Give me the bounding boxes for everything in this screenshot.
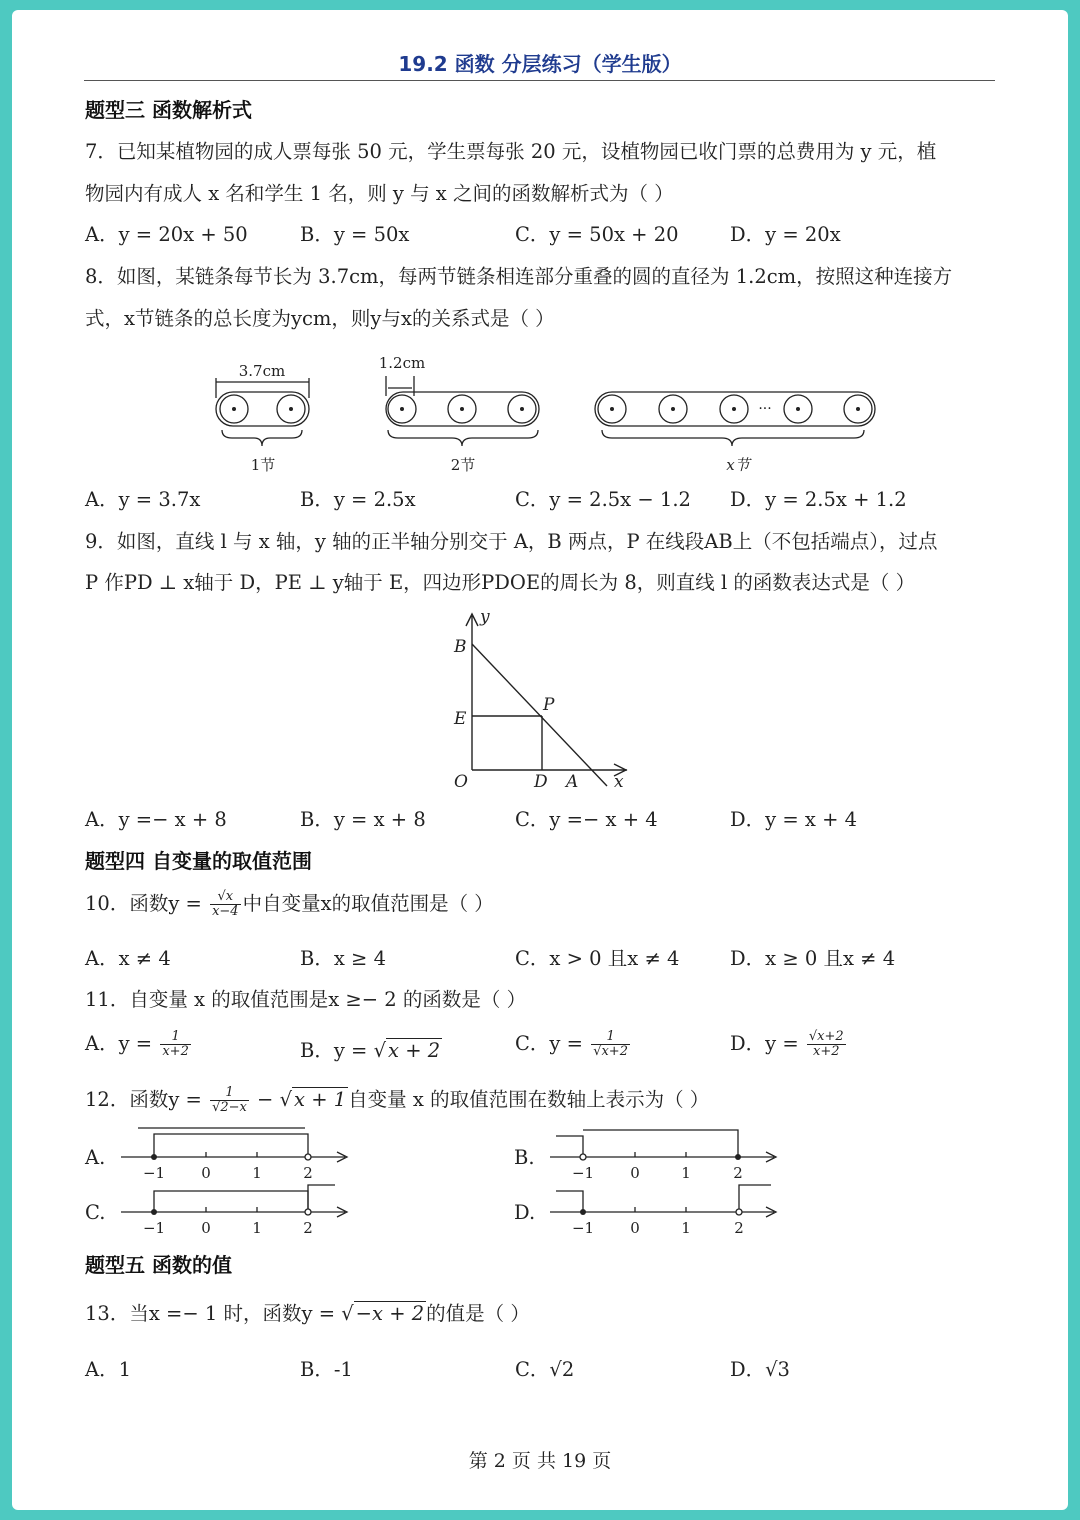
label-x: x: [614, 772, 624, 791]
label-p: P: [543, 695, 555, 715]
chain-ellipsis: ···: [758, 401, 772, 417]
chain-figure: [202, 338, 882, 478]
page-footer: 第 2 页 共 19 页: [468, 1450, 612, 1472]
q11-a-den: x+2: [162, 1044, 189, 1059]
q13-option-b: B．-1: [300, 1358, 353, 1381]
q13-option-d: D．√3: [730, 1358, 790, 1381]
c-tick-2: 2: [303, 1219, 313, 1237]
d-tick-2: 2: [734, 1219, 744, 1237]
q12-question: [85, 1084, 709, 1115]
q7-line1: 7．已知某植物园的成人票每张 50 元，学生票每张 20 元，设植物园已收门票的总费用为 y 元，植: [85, 140, 937, 163]
q9-option-b: B．y = x + 8: [300, 808, 426, 831]
number-line-c: [117, 1179, 357, 1237]
coordinate-figure: [442, 606, 642, 791]
b-tick-2: 2: [733, 1164, 743, 1182]
b-tick-1: 1: [681, 1164, 691, 1182]
q10-question: [85, 888, 494, 919]
label-o: O: [454, 772, 468, 791]
number-line-b: [546, 1124, 786, 1182]
q8-option-a: A．y = 3.7x: [85, 488, 201, 511]
section-4-heading: 题型四 自变量的取值范围: [85, 849, 312, 873]
q13-question: [85, 1298, 530, 1326]
c-tick-0: 0: [201, 1219, 211, 1237]
b-tick-0: 0: [630, 1164, 640, 1182]
a-tick-neg1: −1: [142, 1164, 166, 1182]
q12-suffix: 自变量 x 的取值范围在数轴上表示为（ ）: [348, 1088, 710, 1111]
chain-two-links: [386, 376, 539, 446]
q12-label-a: A.: [85, 1146, 106, 1169]
q8-option-d: D．y = 2.5x + 1.2: [730, 488, 907, 511]
chain-caption-1: 1节: [250, 456, 276, 474]
line-l: [472, 644, 607, 786]
q13-option-c: C．√2: [515, 1358, 575, 1381]
q11-option-c-fraction: [591, 1030, 630, 1058]
label-d: D: [534, 772, 548, 791]
q9-option-c: C．y =− x + 4: [515, 808, 658, 831]
a-tick-1: 1: [252, 1164, 262, 1182]
number-line-a: [117, 1124, 357, 1182]
q10-denominator: x−4: [212, 904, 239, 919]
q13-suffix: 的值是（ ）: [426, 1302, 530, 1325]
q11-option-a: [85, 1028, 193, 1059]
q10-option-a: A．x ≠ 4: [85, 947, 171, 970]
q10-fraction: [210, 890, 241, 918]
q7-line2: 物园内有成人 x 名和学生 1 名，则 y 与 x 之间的函数解析式为（ ）: [85, 182, 674, 205]
q12-numerator: 1: [210, 1086, 249, 1101]
d-tick-0: 0: [630, 1219, 640, 1237]
a-tick-0: 0: [201, 1164, 211, 1182]
c-tick-1: 1: [252, 1219, 262, 1237]
q11-option-b: [300, 1035, 442, 1063]
q8-line2: 式，x节链条的总长度为ycm，则y与x的关系式是（ ）: [85, 307, 555, 330]
q8-option-b: B．y = 2.5x: [300, 488, 416, 511]
chain-one-link: [216, 378, 309, 446]
q10-suffix: 中自变量x的取值范围是（ ）: [242, 892, 494, 915]
q12-denominator: √2−x: [212, 1100, 247, 1115]
chain-x-links: [595, 392, 875, 446]
number-line-d: [546, 1179, 786, 1237]
page-header-title: 19.2 函数 分层练习（学生版）: [398, 52, 682, 76]
q11-c-num: 1: [591, 1030, 630, 1045]
q9-option-d: D．y = x + 4: [730, 808, 858, 831]
q11-option-c: [515, 1028, 632, 1059]
q9-line2: P 作PD ⊥ x轴于 D，PE ⊥ y轴于 E，四边形PDOE的周长为 8，则直线 l 的函数表达式是（ ）: [85, 571, 916, 594]
q9-line1: 9．如图，直线 l 与 x 轴，y 轴的正半轴分别交于 A，B 两点，P 在线段AB上（不包括端点），过点: [85, 530, 938, 553]
q11-option-b-radicand: x + 2: [388, 1039, 441, 1062]
q11-c-den: √x+2: [593, 1044, 628, 1059]
chain-caption-2: 2节: [450, 456, 476, 474]
q11-option-b-label: B．y = √: [300, 1039, 387, 1062]
q11-option-c-label: C．y =: [515, 1032, 590, 1055]
q11-d-den: x+2: [813, 1044, 840, 1059]
q7-option-c: C．y = 50x + 20: [515, 223, 679, 246]
q7-option-d: D．y = 20x: [730, 223, 841, 246]
q11-option-d-fraction: [807, 1030, 846, 1058]
label-e: E: [454, 709, 467, 729]
q8-option-c: C．y = 2.5x − 1.2: [515, 488, 691, 511]
label-y: y: [480, 607, 490, 627]
q12-fraction: [210, 1086, 249, 1114]
q12-minus-sqrt: − √: [250, 1088, 293, 1111]
chain-caption-x: x节: [726, 456, 750, 474]
q9-option-a: A．y =− x + 8: [85, 808, 227, 831]
q11-a-num: 1: [160, 1030, 191, 1045]
q11-d-num: √x+2: [808, 1029, 844, 1045]
q10-prefix: 10．函数y =: [85, 892, 209, 915]
q13-option-a: A．1: [85, 1358, 131, 1381]
q11-option-d: [730, 1028, 848, 1059]
label-b: B: [454, 637, 467, 657]
a-tick-2: 2: [303, 1164, 313, 1182]
section-5-heading: 题型五 函数的值: [85, 1253, 232, 1277]
q11-option-d-label: D．y =: [730, 1032, 805, 1055]
q10-option-c: C．x > 0 且x ≠ 4: [515, 947, 680, 970]
d-tick-1: 1: [681, 1219, 691, 1237]
c-tick-neg1: −1: [142, 1219, 166, 1237]
q7-option-a: A．y = 20x + 50: [85, 223, 248, 246]
q10-option-d: D．x ≥ 0 且x ≠ 4: [730, 947, 896, 970]
q12-label-b: B.: [514, 1146, 535, 1169]
q12-label-c: C.: [85, 1201, 106, 1224]
document-page: [12, 10, 1068, 1510]
q11-option-a-fraction: [160, 1030, 191, 1058]
q7-option-b: B．y = 50x: [300, 223, 410, 246]
q12-label-d: D.: [514, 1201, 536, 1224]
label-a: A: [566, 772, 579, 791]
b-tick-neg1: −1: [571, 1164, 595, 1182]
q10-option-b: B．x ≥ 4: [300, 947, 386, 970]
header-divider: [84, 80, 995, 81]
chain-length-label: 3.7cm: [238, 362, 286, 380]
q8-line1: 8．如图，某链条每节长为 3.7cm，每两节链条相连部分重叠的圆的直径为 1.2cm，按照这种连接方: [85, 265, 953, 288]
chain-overlap-label: 1.2cm: [378, 354, 426, 372]
section-3-heading: 题型三 函数解析式: [85, 98, 252, 122]
q12-prefix: 12．函数y =: [85, 1088, 209, 1111]
q12-radicand: x + 1: [294, 1088, 347, 1111]
q11-question: 11．自变量 x 的取值范围是x ≥− 2 的函数是（ ）: [85, 988, 527, 1011]
q11-option-a-label: A．y =: [85, 1032, 159, 1055]
d-tick-neg1: −1: [571, 1219, 595, 1237]
q13-prefix: 13．当x =− 1 时，函数y = √: [85, 1302, 354, 1325]
q13-radicand: −x + 2: [355, 1302, 425, 1325]
q10-numerator: √x: [210, 890, 241, 905]
